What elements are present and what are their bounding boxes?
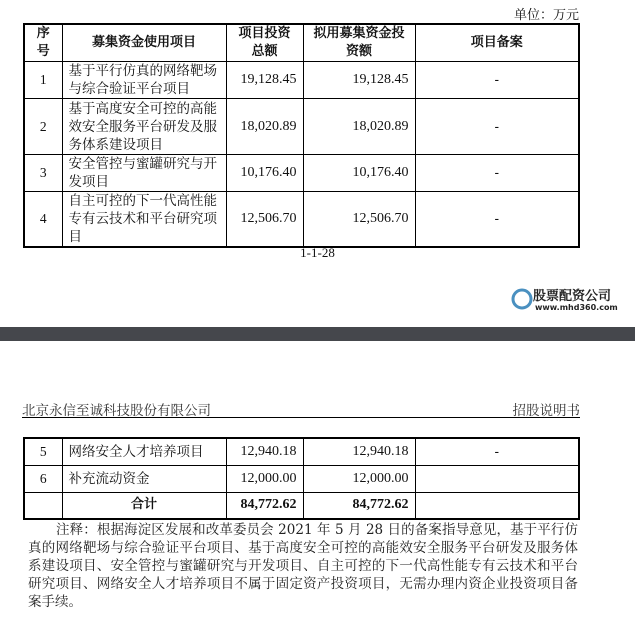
company-name: 北京永信至诚科技股份有限公司 [22, 403, 211, 419]
row-total: 10,176.40 [226, 155, 303, 192]
unit-label: 单位：万元 [513, 8, 579, 23]
row-no: 2 [24, 99, 62, 155]
col-header: 募集资金使用项目 [62, 24, 226, 62]
table-row [24, 62, 579, 99]
row-project: 基于高度安全可控的高能效安全服务平台研发及服务体系建设项目 [62, 99, 226, 155]
row-project: 补充流动资金 [62, 465, 226, 492]
row-no: 6 [24, 465, 62, 492]
row-raised: 18,020.89 [303, 99, 415, 155]
row-total: 12,000.00 [226, 465, 303, 492]
row-no: 5 [24, 438, 62, 465]
total-row [24, 492, 579, 519]
fund-usage-table [23, 23, 580, 248]
row-no: 1 [24, 62, 62, 99]
row-no: 4 [24, 192, 62, 248]
watermark-logo [511, 285, 631, 315]
watermark-url: www.mhd360.com [535, 303, 618, 312]
footnote: 注释：根据海淀区发展和改革委员会 2021 年 5 月 28 日的备案指导意见，基于平行仿真的网络靶场与综合验证平台项目、基于高度安全可控的高能效安全服务平台研发及服务体系建设项目、安全管控与蜜罐研究与开发项目、自主可控的下一代高性能专有云技术和平台研究项目、网络安全人才培养项目不属于固定资产投资项目，无需办理内资企业投资项目备案手续。 [28, 522, 578, 610]
row-project: 基于平行仿真的网络靶场与综合验证平台项目 [62, 62, 226, 99]
total-label: 合计 [62, 492, 226, 519]
row-total: 18,020.89 [226, 99, 303, 155]
watermark-title: 股票配资公司 [533, 289, 612, 304]
row-total: 12,940.18 [226, 438, 303, 465]
row-project: 安全管控与蜜罐研究与开发项目 [62, 155, 226, 192]
col-header: 项目投资总额 [226, 24, 303, 62]
row-filing: - [415, 155, 579, 192]
row-project: 网络安全人才培养项目 [62, 438, 226, 465]
total-total: 84,772.62 [226, 492, 303, 519]
col-header: 拟用募集资金投资额 [303, 24, 415, 62]
row-filing: - [415, 192, 579, 248]
table-row [24, 465, 579, 492]
row-raised: 19,128.45 [303, 62, 415, 99]
row-total: 19,128.45 [226, 62, 303, 99]
row-raised: 12,000.00 [303, 465, 415, 492]
total-filing [415, 492, 579, 519]
col-header: 序号 [24, 24, 62, 62]
row-filing: - [415, 438, 579, 465]
row-no: 3 [24, 155, 62, 192]
row-filing [415, 465, 579, 492]
table-row [24, 438, 579, 465]
page-number: 1-1-28 [300, 245, 335, 260]
row-raised: 12,506.70 [303, 192, 415, 248]
row-total: 12,506.70 [226, 192, 303, 248]
row-filing: - [415, 62, 579, 99]
page-separator [0, 327, 635, 341]
row-filing: - [415, 99, 579, 155]
total-raised: 84,772.62 [303, 492, 415, 519]
doc-type: 招股说明书 [512, 403, 580, 419]
fund-usage-table-continued [23, 437, 580, 520]
total-no [24, 492, 62, 519]
globe-icon [511, 287, 533, 311]
table-row [24, 192, 579, 248]
col-header: 项目备案 [415, 24, 579, 62]
table-header-row [24, 24, 579, 62]
table-row [24, 155, 579, 192]
row-raised: 12,940.18 [303, 438, 415, 465]
row-raised: 10,176.40 [303, 155, 415, 192]
page-header [22, 399, 580, 418]
row-project: 自主可控的下一代高性能专有云技术和平台研究项目 [62, 192, 226, 248]
table-row [24, 99, 579, 155]
